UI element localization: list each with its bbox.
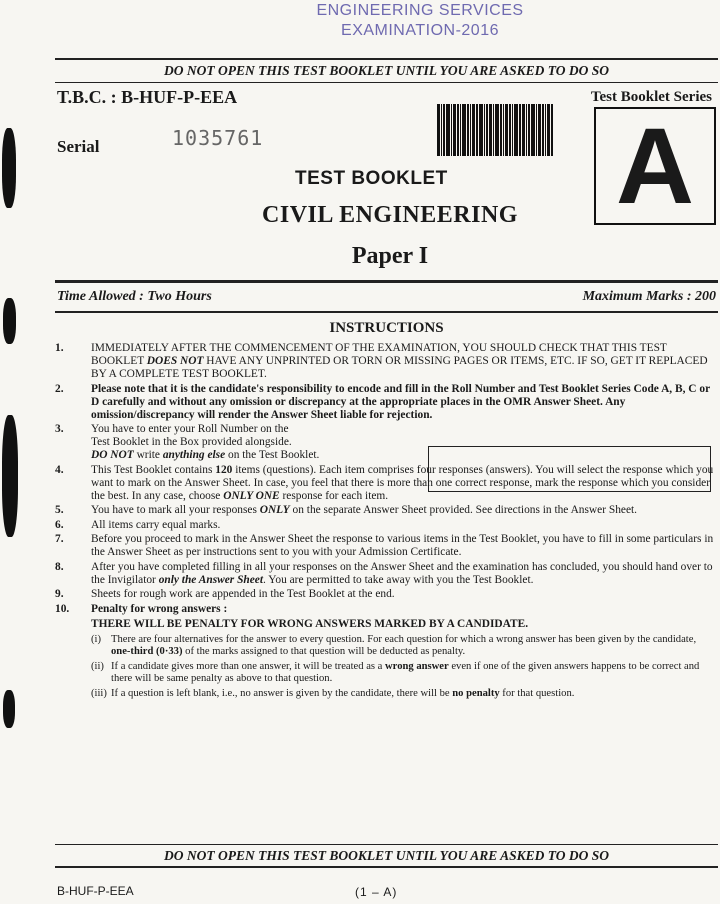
scan-mark: [3, 690, 15, 728]
item-emphasis: DOES NOT: [146, 355, 204, 367]
item-number: 8.: [55, 560, 64, 573]
penalty-subitem: [55, 688, 715, 700]
item-number: 5.: [55, 504, 64, 516]
instruction-item: [55, 383, 715, 422]
thick-rule: [55, 280, 718, 283]
item-emphasis: anything else: [162, 449, 226, 461]
subitem-text: If a candidate gives more than one answer, it will be treated as a: [111, 660, 386, 672]
item-text: Sheets for rough work are appended in the Test Booklet at the end.: [91, 588, 395, 600]
instruction-item: [55, 519, 715, 532]
instruction-item: [55, 504, 715, 517]
serial-label: Serial: [57, 137, 100, 156]
instruction-item: [55, 603, 715, 616]
subitem-emphasis: no penalty: [452, 687, 500, 699]
subitem-emphasis: one-third (0·33): [111, 645, 183, 657]
item-number: 7.: [55, 533, 64, 545]
exam-stamp: ENGINEERING SERVICES: [316, 2, 524, 19]
item-number: 2.: [55, 382, 64, 395]
item-text: HAVE ANY UNPRINTED OR TORN OR MISSING PAGES OR ITEMS, ETC. IF SO, GET IT REPLACED BY A COMPLETE TEST BOOKLET.: [91, 355, 708, 380]
maximum-marks: Maximum Marks : 200: [582, 289, 716, 304]
scan-mark: [3, 298, 16, 344]
bottom-rule: [55, 844, 718, 845]
item-text: You have to enter your Roll Number on the: [91, 423, 289, 435]
item-text: Please note that it is the candidate's responsibility to encode and fill in the Roll Number and Test Booklet Series Code A, B, C or D carefully and without any omission or discrepancy at the appropriate places in the OMR Answer Sheet. Any omission/discrepancy will render the Answer Sheet liable for rejection.: [91, 382, 710, 421]
item-emphasis: DO NOT: [91, 449, 134, 461]
instruction-item: [55, 533, 715, 559]
item-number: 3.: [55, 423, 64, 435]
instruction-item: [55, 342, 715, 381]
instruction-item: [55, 588, 715, 601]
page-number: (1 – A): [355, 885, 398, 899]
thick-rule: [55, 311, 718, 313]
item-text: This Test Booklet contains: [91, 463, 216, 476]
time-allowed: Time Allowed : Two Hours: [57, 289, 212, 304]
penalty-subitem: [55, 661, 715, 685]
item-text: . You are permitted to take away with you the Test Booklet.: [263, 573, 534, 586]
instruction-item: [55, 423, 431, 462]
item-emphasis: ONLY ONE: [223, 489, 280, 502]
item-number: 4.: [55, 463, 64, 476]
top-rule: [55, 58, 718, 60]
barcode: [437, 104, 580, 156]
item-emphasis: 120: [215, 463, 233, 476]
item-number: 6.: [55, 518, 64, 531]
exam-stamp-year: EXAMINATION-2016: [341, 22, 499, 39]
item-number: 9.: [55, 588, 64, 600]
item-number: 1.: [55, 342, 64, 354]
series-letter-box: A: [594, 107, 716, 225]
item-emphasis: ONLY: [259, 504, 290, 516]
booklet-title: TEST BOOKLET: [295, 168, 448, 189]
serial-number: 1035761: [172, 126, 264, 150]
subitem-text: There are four alternatives for the answer to every question. For each question for which a wrong answer has been given by the candidate,: [111, 633, 697, 645]
item-text: All items carry equal marks.: [91, 518, 221, 531]
item-text: After you have completed filling in all your responses on the Answer Sheet and the examination has concluded, you should hand over to the Invigilator: [91, 560, 713, 586]
warning-top: DO NOT OPEN THIS TEST BOOKLET UNTIL YOU ARE ASKED TO DO SO: [163, 63, 610, 78]
subitem-number: (iii): [91, 687, 107, 699]
subitem-emphasis: wrong answer: [385, 660, 449, 672]
subject-title: CIVIL ENGINEERING: [262, 202, 518, 228]
paper-title: Paper I: [351, 243, 429, 269]
subitem-text: of the marks assigned to that question will be deducted as penalty.: [182, 645, 466, 657]
subitem-number: (ii): [91, 660, 104, 672]
item-text: You have to mark all your responses: [91, 504, 260, 516]
instructions-list: [55, 342, 715, 700]
footer-code: B-HUF-P-EEA: [57, 884, 134, 898]
rule: [55, 82, 718, 83]
instructions-heading: INSTRUCTIONS: [329, 320, 444, 336]
item-text: write: [133, 449, 163, 461]
warning-bottom: DO NOT OPEN THIS TEST BOOKLET UNTIL YOU ARE ASKED TO DO SO: [163, 848, 610, 863]
scan-mark: [2, 415, 18, 537]
item-text: Before you proceed to mark in the Answer Sheet the response to various items in the Test Booklet, you have to fill in some particulars in the Answer Sheet as per instructions sent to you with your Admission Certificate.: [91, 533, 714, 558]
series-label: Test Booklet Series: [590, 89, 712, 105]
subitem-text: even if one of the given answers happens to be correct and there will be same penalty as above to that question.: [111, 660, 700, 684]
item-emphasis: only the Answer Sheet: [158, 573, 264, 586]
item-number: 10.: [55, 602, 70, 615]
scan-mark: [2, 128, 16, 208]
tbc-code: T.B.C. : B-HUF-P-EEA: [57, 87, 238, 107]
instruction-item: [55, 561, 715, 587]
item-text: IMMEDIATELY AFTER THE COMMENCEMENT OF THE EXAMINATION, YOU SHOULD CHECK THAT THIS TEST BOOKLET: [91, 342, 667, 367]
penalty-title: THERE WILL BE PENALTY FOR WRONG ANSWERS MARKED BY A CANDIDATE.: [91, 617, 529, 630]
bottom-rule: [55, 866, 718, 868]
item-text: on the separate Answer Sheet provided. See directions in the Answer Sheet.: [289, 504, 638, 516]
subitem-text: If a question is left blank, i.e., no answer is given by the candidate, there will be: [111, 687, 453, 699]
subitem-text: for that question.: [499, 687, 575, 699]
item-text: on the Test Booklet.: [225, 449, 320, 461]
instruction-item: [55, 464, 715, 503]
item-text: Test Booklet in the Box provided alongside.: [91, 436, 292, 448]
item-text: items (questions). Each item comprises four responses (answers). You will select the response which you want to mark on the Answer Sheet. In case, you feel that there is more than one correct response, mark the response which you consider the best. In any case, choose: [91, 463, 714, 502]
item-text: response for each item.: [279, 489, 389, 502]
penalty-subitem: [55, 634, 715, 658]
subitem-number: (i): [91, 633, 101, 645]
item-text: Penalty for wrong answers :: [91, 602, 228, 615]
